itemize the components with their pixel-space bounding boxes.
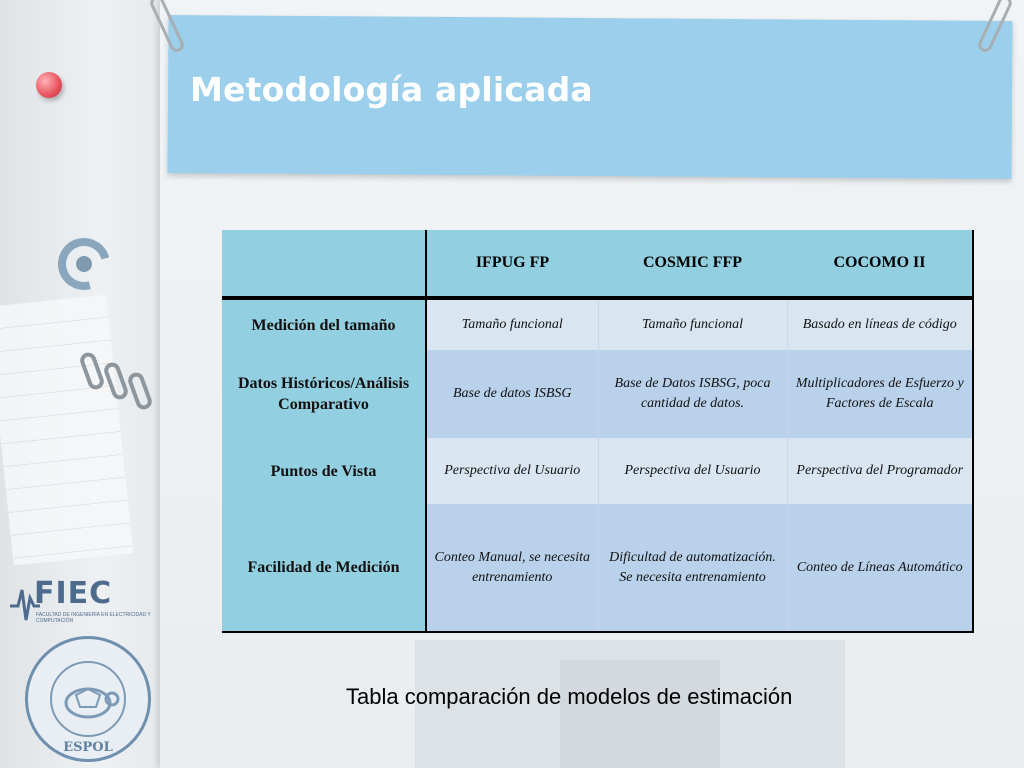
row-header: Medición del tamaño xyxy=(222,298,426,350)
slide-title: Metodología aplicada xyxy=(190,70,593,109)
table-cell: Tamaño funcional xyxy=(426,298,598,350)
table-row xyxy=(222,298,973,350)
fiec-logo-text: FIEC xyxy=(34,576,113,611)
table-cell: Conteo de Líneas Automático xyxy=(787,504,973,632)
table-cell: Base de Datos ISBSG, poca cantidad de datos. xyxy=(598,350,787,438)
fiec-logo xyxy=(10,576,158,628)
comparison-table xyxy=(222,230,973,632)
pushpin-icon xyxy=(36,72,62,98)
table-header-row xyxy=(222,230,973,298)
row-header: Datos Históricos/Análisis Comparativo xyxy=(222,350,426,438)
espol-turtle-emblem xyxy=(50,661,126,737)
table-cell: Conteo Manual, se necesita entrenamiento xyxy=(426,504,598,632)
table-row xyxy=(222,438,973,504)
column-header-ifpug: IFPUG FP xyxy=(426,230,598,298)
table-cell: Perspectiva del Usuario xyxy=(426,438,598,504)
table-cell: Tamaño funcional xyxy=(598,298,787,350)
table-corner-cell xyxy=(222,230,426,298)
column-header-cosmic: COSMIC FFP xyxy=(598,230,787,298)
table-cell: Base de datos ISBSG xyxy=(426,350,598,438)
fiec-logo-subtitle: FACULTAD DE INGENIERÍA EN ELECTRICIDAD Y COMPUTACIÓN xyxy=(36,612,151,624)
swirl-dot-decoration xyxy=(76,256,92,272)
turtle-icon xyxy=(52,663,124,735)
table-cell: Basado en líneas de código xyxy=(787,298,973,350)
table-cell: Perspectiva del Usuario xyxy=(598,438,787,504)
table-row xyxy=(222,504,973,632)
row-header: Puntos de Vista xyxy=(222,438,426,504)
table-cell: Multiplicadores de Esfuerzo y Factores de Escala xyxy=(787,350,973,438)
espol-logo-text: ESPOL xyxy=(63,740,113,755)
table-row xyxy=(222,350,973,438)
table-caption: Tabla comparación de modelos de estimación xyxy=(346,684,793,709)
row-header: Facilidad de Medición xyxy=(222,504,426,632)
background-shape xyxy=(560,660,720,768)
table-cell: Perspectiva del Programador xyxy=(787,438,973,504)
table-cell: Dificultad de automatización. Se necesita entrenamiento xyxy=(598,504,787,632)
column-header-cocomo: COCOMO II xyxy=(787,230,973,298)
espol-seal-logo xyxy=(25,636,151,762)
